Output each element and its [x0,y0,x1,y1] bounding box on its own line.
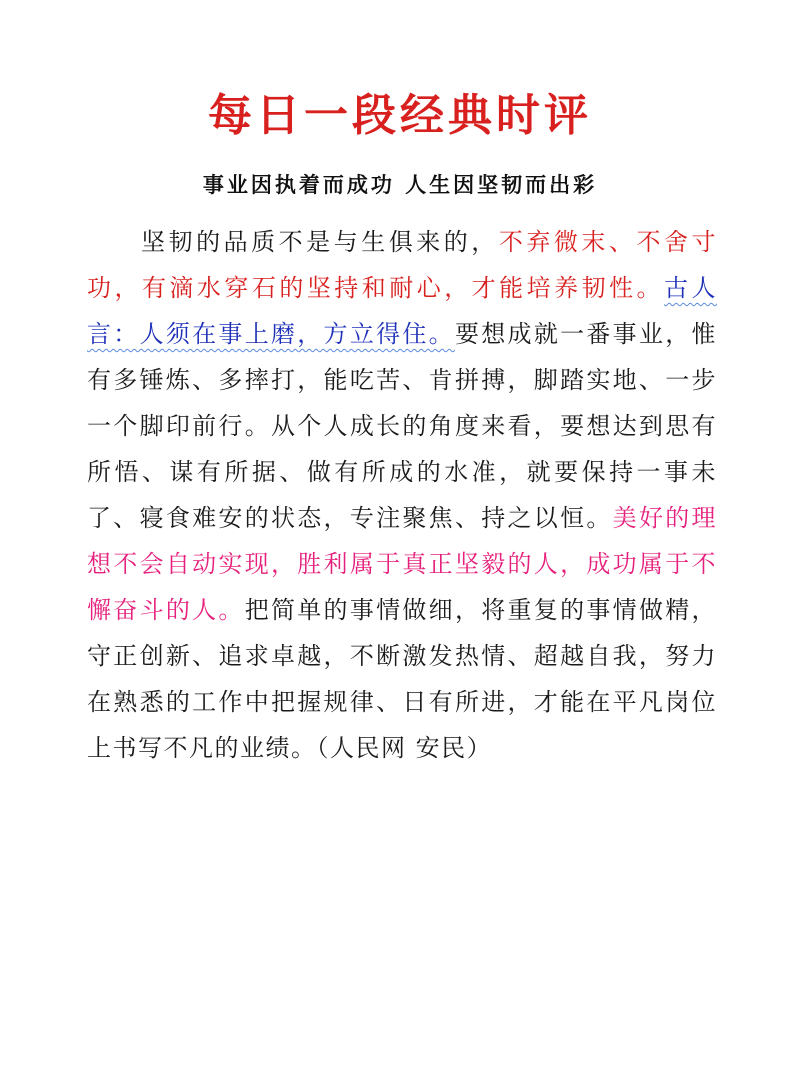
segment-blue-quote: 古人言：人须在事上磨，方立得住。 [87,274,718,348]
segment-black-3: 把简单的事情做细，将重复的事情做精，守正创新、追求卓越，不断激发热情、超越自我，努力在熟悉的工作中把握规律、日有所进，才能在平凡岗位上书写不凡的业绩。（人民网 安民） [87,596,718,762]
article-body [87,219,717,771]
segment-magenta-highlight: 美好的理想不会自动实现，胜利属于真正坚毅的人，成功属于不懈奋斗的人。 [87,504,718,624]
page-subtitle: 事业因执着而成功 人生因坚韧而出彩 [202,173,598,197]
page-title: 每日一段经典时评 [208,90,592,141]
segment-black-2: 要想成就一番事业，惟有多锤炼、多摔打，能吃苦、肯拼搏，脚踏实地、一步一个脚印前行。从个人成长的角度来看，要想达到思有所悟、谋有所据、做有所成的水准，就要保持一事未了、寝食难安的状态，专注聚焦、持之以恒。 [87,320,718,532]
segment-red-highlight: 不弃微末、不舍寸功，有滴水穿石的坚持和耐心，才能培养韧性。 [87,228,718,302]
segment-black-1: 坚韧的品质不是与生俱来的， [139,228,499,256]
